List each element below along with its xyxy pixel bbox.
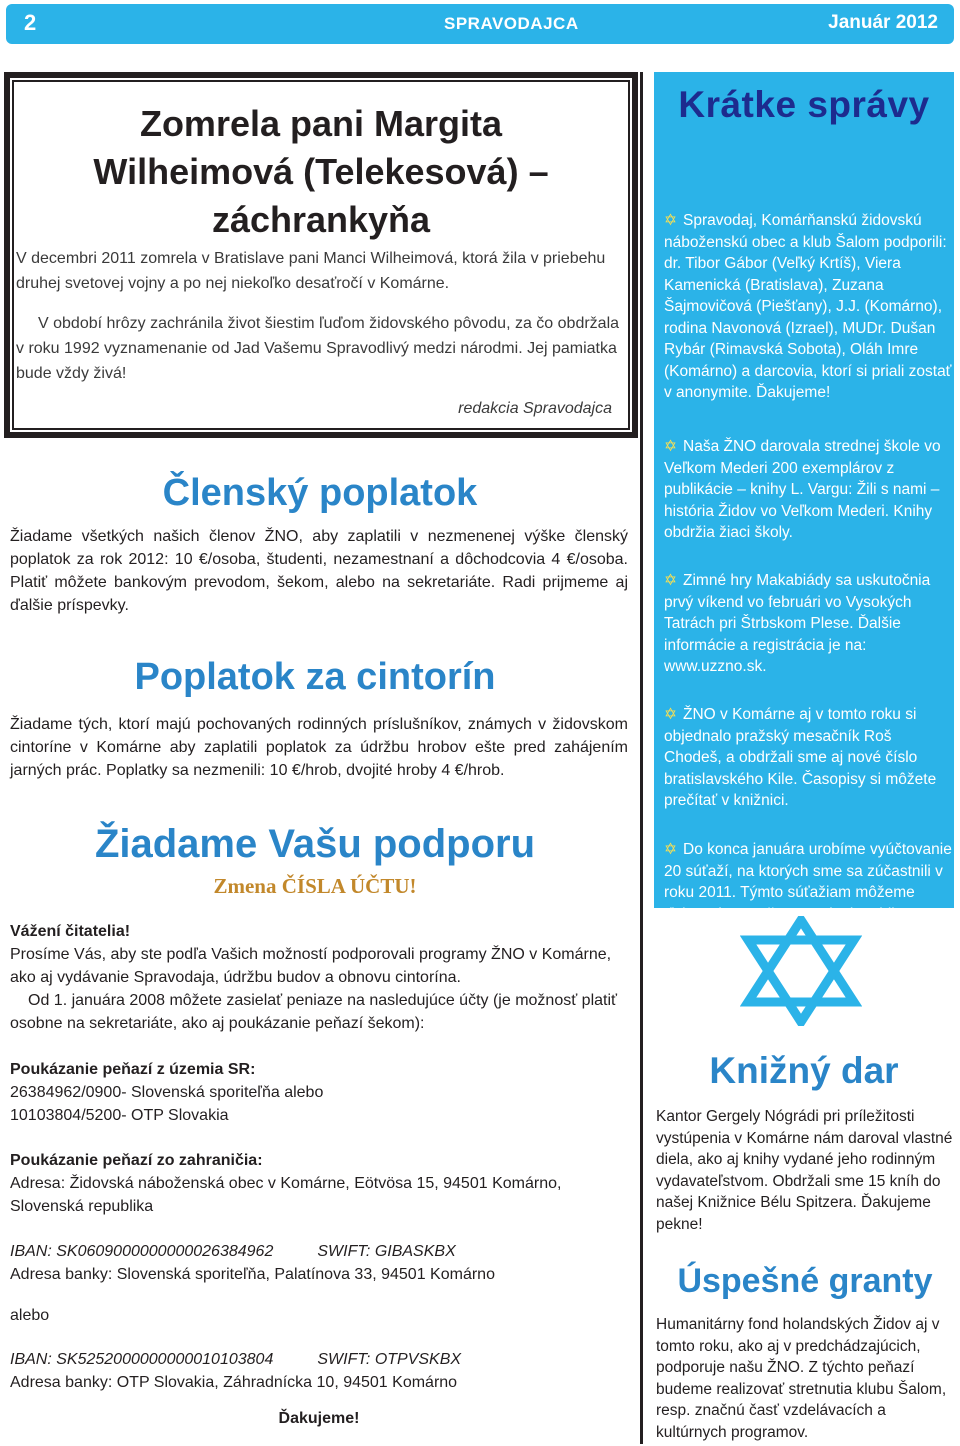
star-of-david-icon: ✡: [664, 706, 677, 723]
issue-date: Január 2012: [828, 12, 938, 33]
obituary-title-line: Wilheimová (Telekesová) –: [93, 151, 549, 192]
news-item: ✡ ŽNO v Komárne aj v tomto roku si objednalo pražský mesačník Roš Chodeš, a obdržali sme aj nové číslo bratislavského Kile. Časopisy si môžete prečítať v knižnici.: [664, 706, 937, 809]
account-line: 26384962/0900- Slovenská sporiteľňa alebo: [10, 1084, 324, 1101]
or-label: alebo: [10, 1307, 50, 1324]
foreign-address: Adresa: Židovská náboženská obec v Komárne, Eötvösa 15, 94501 Komárno, Slovenská republika: [10, 1175, 562, 1215]
star-of-david-icon: ✡: [664, 841, 677, 858]
short-news-heading: Krátke správy: [678, 84, 930, 125]
book-gift-text: Kantor Gergely Nógrádi pri príležitosti vystúpenia v Komárne nám daroval vlastné diela, ako aj knihy vydané jeho rodinným vydavateľstvom. Obdržali sme 15 kníh do našej Knižnice Bélu Spitzera. Ďakujeme pekne!: [656, 1108, 953, 1233]
obituary-paragraph: V období hrôzy zachránila život šiestim ľuďom židovského pôvodu, za čo obdržala v roku 1992 vyznamenanie od Jad Vašemu Spravodlivý medzi národmi. Jej pamiatka bude vždy živá!: [16, 315, 620, 382]
cemetery-fee-text: Žiadame tých, ktorí majú pochovaných rodinných príslušníkov, známych v židovskom cintoríne v Komárne aby zaplatili poplatok za údržbu hrobov ešte pred zahájením jarných prác. Poplatky sa nezmenili: 10 €/hrob, dvojité hroby 4 €/hrob.: [10, 716, 628, 779]
membership-fee-heading: Členský poplatok: [162, 472, 478, 514]
obituary-box: [4, 72, 638, 438]
membership-fee-text: Žiadame všetkých našich členov ŽNO, aby zaplatili v nezmenenej výške členský poplatok za rok 2012: 10 €/osoba, študenti, nezamestnaní a dôchodcovia 4 €/osoba. Platiť môžete bankovým prevodom, šekom, alebo na sekretariáte. Radi prijmeme aj ďalšie príspevky.: [10, 528, 628, 614]
short-news-box: [654, 72, 954, 944]
obituary-inner-frame: [12, 80, 630, 430]
column-divider: [640, 72, 643, 1444]
star-of-david-icon: [740, 916, 862, 1026]
news-item: ✡ Naša ŽNO darovala strednej škole vo Veľkom Mederi 200 exemplárov z publikácie – knihy L. Vargu: Žili s nami – história Židov vo Veľkom Mederi. Knihy obdržia žiaci školy.: [664, 438, 941, 541]
news-item: ✡ Spravodaj, Komárňanskú židovskú náboženskú obec a klub Šalom podporili: dr. Tibor Gábor (Veľký Krtíš), Viera Kamenická (Bratislava), Zuzana Šajmovičová (Piešťany), J.J. (Komárno), rodina Navonová (Izrael), MUDr. Dušan Rybár (Rimavská Sobota), Oláh Imre (Komárno) a darcovia, ktorí si priali zostať v anonymite. Ďakujeme!: [664, 212, 952, 401]
swift: SWIFT: GIBASKBX: [317, 1243, 456, 1260]
account-change-notice: Zmena ČÍSLA ÚČTU!: [213, 874, 417, 898]
obituary-title-line: záchrankyňa: [211, 199, 431, 240]
foreign-payment-heading: Poukázanie peňazí zo zahraničia:: [10, 1152, 263, 1169]
bank-address: Adresa banky: OTP Slovakia, Záhradnícka 10, 94501 Komárno: [10, 1374, 458, 1391]
news-item: ✡ Zimné hry Makabiády sa uskutočnia prvý víkend vo februári vo Vysokých Tatrách pri Štrbskom Plese. Ďalšie informácie a registrácia je na: www.uzzno.sk.: [664, 572, 931, 675]
support-paragraph: Prosíme Vás, aby ste podľa Vašich možností podporovali programy ŽNO v Komárne, ako aj vydávanie Spravodaja, údržbu budov a obnovu cintorína.: [10, 946, 612, 986]
obituary-title-line: Zomrela pani Margita: [139, 103, 503, 144]
bank-details-1: [10, 1240, 628, 1286]
bank-address: Adresa banky: Slovenská sporiteľňa, Palatínova 33, 94501 Komárno: [10, 1266, 495, 1283]
cemetery-fee-heading: Poplatok za cintorín: [134, 656, 496, 698]
star-of-david-icon: ✡: [664, 572, 677, 589]
publication-title: SPRAVODAJCA: [444, 14, 579, 33]
domestic-payment-heading: Poukázanie peňazí z územia SR:: [10, 1061, 256, 1078]
obituary-title: [14, 100, 628, 244]
star-of-david-icon: ✡: [664, 212, 677, 229]
foreign-payment: [10, 1149, 628, 1218]
page-header: [6, 4, 954, 44]
grants-text: Humanitárny fond holandských Židov aj v tomto roku, ako aj v predchádzajúcich, podporuje našu ŽNO. Z týchto peňazí budeme realizovať stretnutia klubu Šalom, resp. značnú časť vzdelávacích a kultúrnych programov.: [656, 1316, 947, 1441]
iban: IBAN: SK0609000000000026384962: [10, 1243, 274, 1260]
obituary-paragraph: V decembri 2011 zomrela v Bratislave pani Manci Wilheimová, ktorá žila v priebehu druhej svetovej vojny a po nej niekoľko desaťročí v Komárne.: [16, 250, 606, 292]
support-heading: Žiadame Vašu podporu: [94, 822, 536, 866]
news-item: ✡ Do konca januára urobíme vyúčtovanie 20 súťaží, na ktorých sme sa zúčastnili v roku 2011. Týmto súťažiam môžeme ďakovať za to, že sme vlani mohli usporiadať programy na vysokej úrovni: [664, 841, 952, 944]
page-number: 2: [24, 10, 37, 35]
thanks-line: Ďakujeme!: [278, 1410, 360, 1427]
obituary-signature: redakcia Spravodajca: [458, 400, 612, 417]
domestic-payment: [10, 1058, 628, 1127]
star-of-david-icon: ✡: [664, 438, 677, 455]
support-paragraph: Od 1. januára 2008 môžete zasielať peniaze na nasledujúce účty (je možnosť platiť osobne na sekretariáte, ako aj poukázanie peňazí šekom):: [10, 992, 618, 1032]
greeting: Vážení čitatelia!: [10, 923, 131, 940]
book-gift-heading: Knižný dar: [709, 1050, 899, 1091]
swift: SWIFT: OTPVSKBX: [317, 1351, 462, 1368]
account-line: 10103804/5200- OTP Slovakia: [10, 1107, 229, 1124]
iban: IBAN: SK5252000000000010103804: [10, 1351, 274, 1368]
support-intro: [10, 920, 628, 1035]
grants-heading: Úspešné granty: [677, 1262, 933, 1300]
bank-details-2: [10, 1348, 628, 1394]
